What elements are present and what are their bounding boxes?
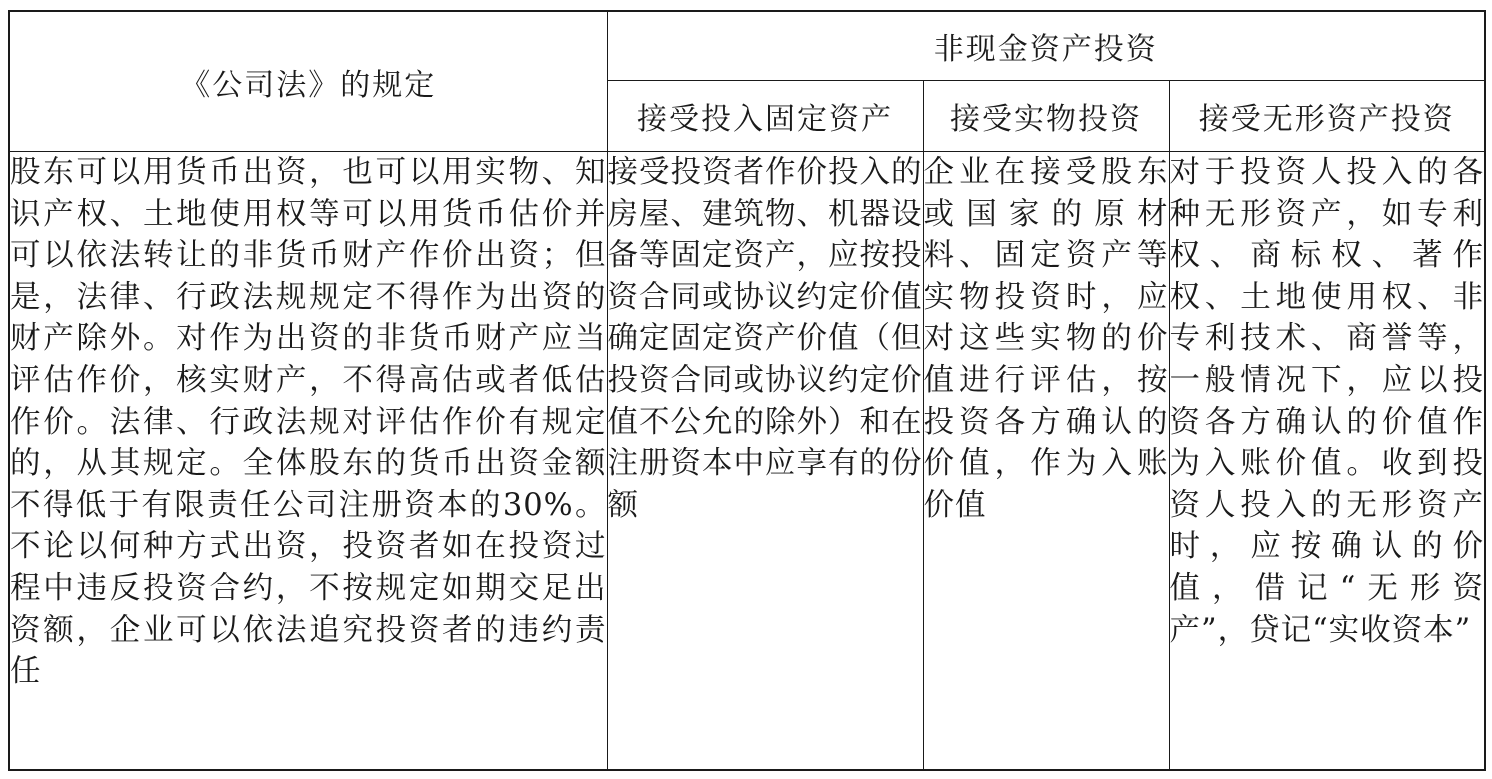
header-non-cash-investment: 非现金资产投资	[607, 11, 1485, 81]
cell-company-law-text: 股东可以用货币出资，也可以用实物、知识产权、土地使用权等可以用货币估价并可以依法转让的非货币财产作价出资；但是，法律、行政法规规定不得作为出资的财产除外。对作为出资的非货币财产应当评估作价，核实财产，不得高估或者低估作价。法律、行政法规对评估作价有规定的，从其规定。全体股东的货币出资金额不得低于有限责任公司注册资本的30%。不论以何种方式出资，投资者如在投资过程中违反投资合约，不按规定如期交足出资额，企业可以依法追究投资者的违约责任	[9, 152, 607, 771]
table-row	[9, 152, 1485, 771]
investment-rules-table	[8, 10, 1486, 771]
header-intangible-investment: 接受无形资产投资	[1169, 81, 1485, 152]
cell-fixed-assets-text: 接受投资者作价投入的房屋、建筑物、机器设备等固定资产，应按投资合同或协议约定价值确定固定资产价值（但投资合同或协议约定价值不公允的除外）和在注册资本中应享有的份额	[607, 152, 923, 771]
header-company-law: 《公司法》的规定	[9, 11, 607, 152]
header-physical-investment: 接受实物投资	[923, 81, 1169, 152]
header-row-top	[9, 11, 1485, 81]
cell-physical-investment-text: 企业在接受股东或国家的原材料、固定资产等实物投资时，应对这些实物的价值进行评估，按投资各方确认的价值，作为入账价值	[923, 152, 1169, 771]
header-fixed-assets: 接受投入固定资产	[607, 81, 923, 152]
cell-intangible-investment-text: 对于投资人投入的各种无形资产，如专利权、商标权、著作权、土地使用权、非专利技术、商誉等，一般情况下，应以投资各方确认的价值作为入账价值。收到投资人投入的无形资产时，应按确认的价值，借记“无形资产”，贷记“实收资本”	[1169, 152, 1485, 771]
